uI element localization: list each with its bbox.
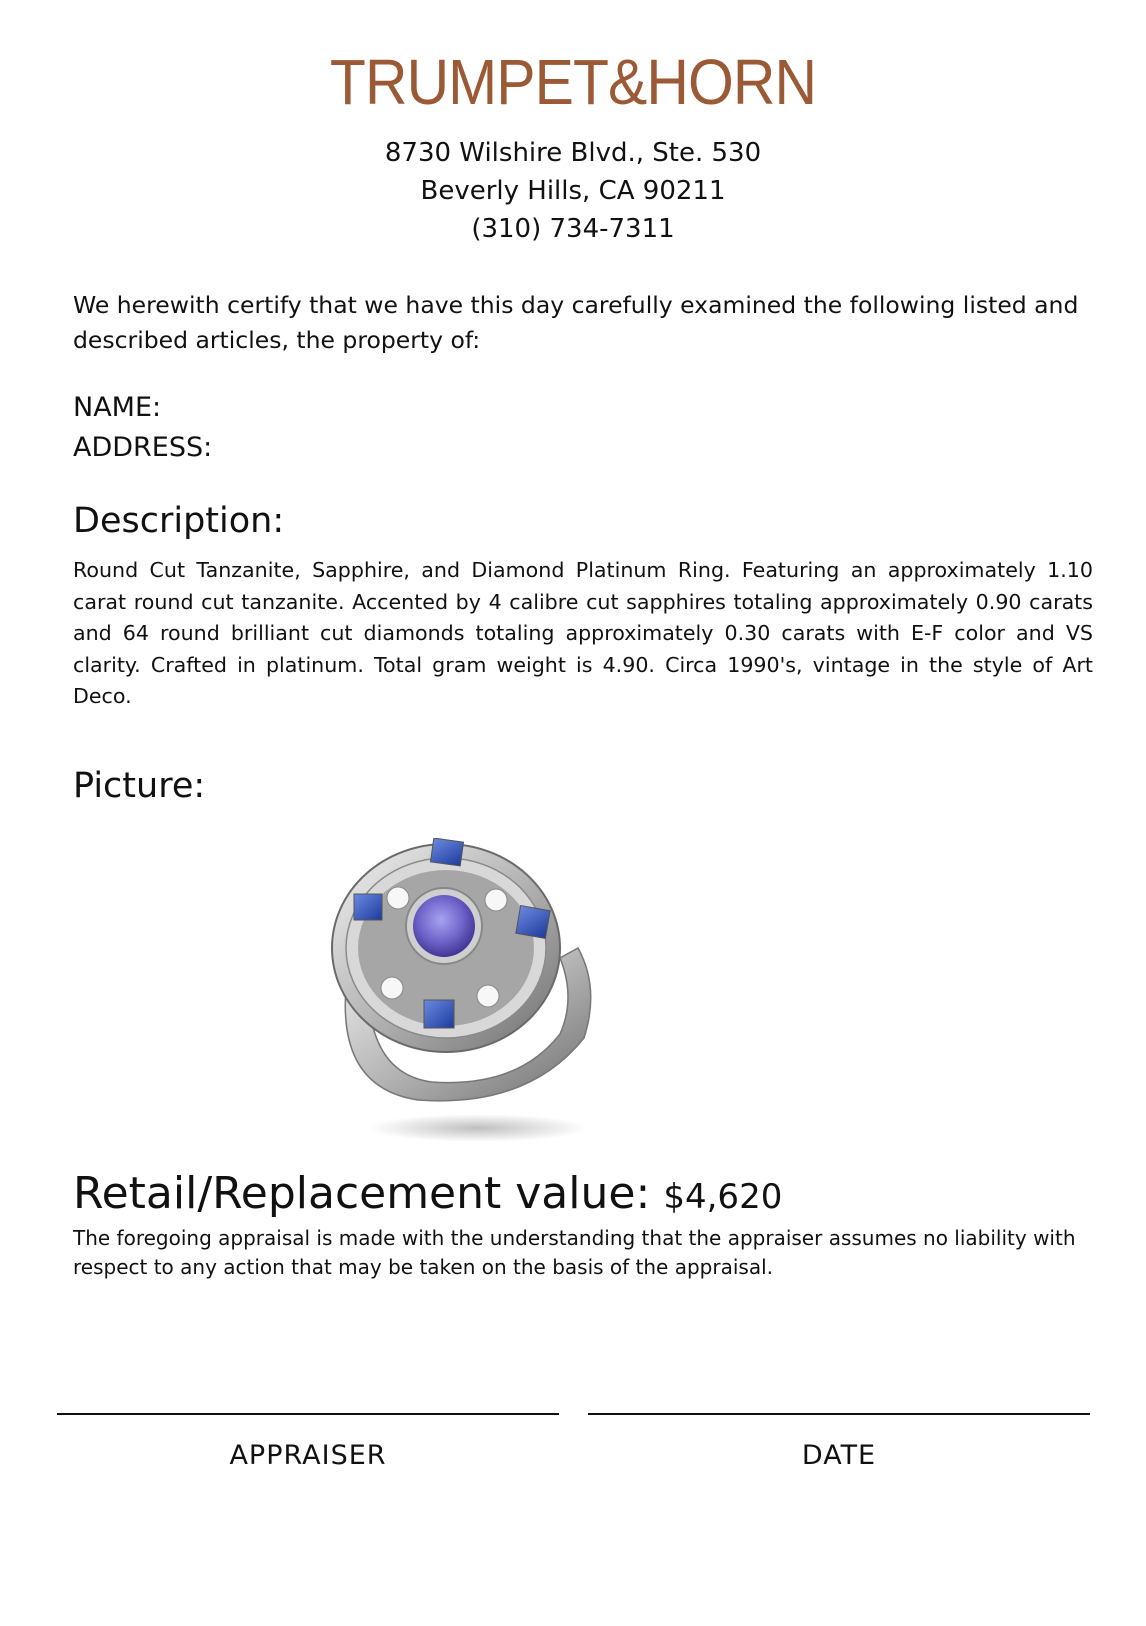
picture-heading: Picture: <box>73 766 206 806</box>
certification-statement: We herewith certify that we have this day carefully examined the following listed and described articles, the property of: <box>73 291 1079 354</box>
value-amount: $4,620 <box>663 1177 783 1217</box>
appraiser-signature-line <box>57 1413 559 1415</box>
disclaimer-text: The foregoing appraisal is made with the understanding that the appraiser assumes no liability with respect to any action that may be taken on the basis of the appraisal. <box>73 1226 1076 1279</box>
company-logo: TRUMPET&HORN <box>329 46 817 118</box>
valuation-row <box>73 1168 782 1219</box>
company-address <box>0 134 1146 248</box>
appraiser-label: APPRAISER <box>229 1440 387 1471</box>
address-line-2: Beverly Hills, CA 90211 <box>420 176 726 206</box>
name-field-label: NAME: <box>73 392 162 423</box>
ring-illustration <box>328 838 614 1148</box>
date-label: DATE <box>801 1440 877 1471</box>
address-line-1: 8730 Wilshire Blvd., Ste. 530 <box>384 138 762 168</box>
phone-number: (310) 734-7311 <box>471 214 675 244</box>
value-label: Retail/Replacement value: <box>73 1168 651 1219</box>
ring-photo <box>328 838 614 1148</box>
description-text: Round Cut Tanzanite, Sapphire, and Diamond Platinum Ring. Featuring an approximately 1.10 carat round cut tanzanite. Accented by 4 calibre cut sapphires totaling approximately 0.90 carats and 64 round brilliant cut diamonds totaling approximately 0.30 carats with E-F color and VS clarity. Crafted in platinum. Total gram weight is 4.90. Circa 1990's, vintage in the style of Art Deco. <box>73 558 1093 708</box>
date-signature-line <box>588 1413 1090 1415</box>
description-heading: Description: <box>73 501 285 541</box>
address-field-label: ADDRESS: <box>73 432 213 463</box>
